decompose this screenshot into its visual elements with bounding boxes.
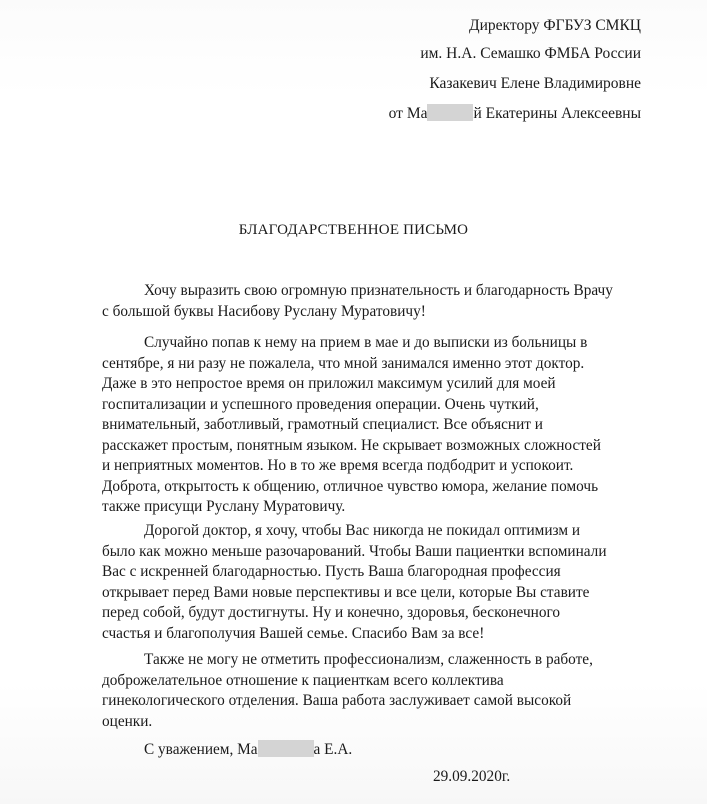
paragraph-2: [102, 333, 642, 518]
paragraph-1: [102, 281, 642, 322]
text-line: с большой буквы Насибову Руслану Муратовичу!: [102, 302, 426, 320]
text-line: Также не могу не отметить профессионализм, слаженность в работе,: [144, 651, 593, 668]
paragraph-3: [102, 521, 642, 644]
signature-prefix: С уважением, Ма: [144, 741, 258, 758]
text-line: сентябре, я ни разу не пожалела, что мной занимался именно этот доктор.: [102, 354, 585, 372]
text-line: Доброта, открытость к общению, отличное чувство юмора, желание помочь: [102, 477, 599, 495]
text-line: перед собой, будут достигнуты. Ну и конечно, здоровья, бесконечного: [102, 604, 561, 621]
sender-suffix: й Екатерины Алексеевны: [473, 105, 641, 122]
text-line: расскажет простым, понятным языком. Не скрывает возможных сложностей: [102, 436, 601, 454]
text-line: Дорогой доктор, я хочу, чтобы Вас никогда не покидал оптимизм и: [144, 522, 581, 539]
redaction-box: [258, 740, 314, 757]
text-line: Случайно попав к нему на прием в мае и до выписки из больницы в: [144, 334, 588, 351]
text-line: госпитализации и успешного проведения операции. Очень чуткий,: [102, 395, 539, 413]
text-line: Даже в это непростое время он приложил максимум усилий для моей: [102, 375, 556, 392]
text-line: счастья и благополучия Вашей семье. Спасибо Вам за все!: [102, 624, 485, 642]
letter-title: БЛАГОДАРСТВЕННОЕ ПИСЬМО: [238, 222, 469, 238]
sender-line: [389, 104, 641, 124]
redaction-box: [427, 104, 473, 121]
text-line: было как можно меньше разочарований. Чтобы Ваши пациентки вспоминали: [102, 542, 607, 560]
recipient-line-3: Казакевич Елене Владимировне: [429, 75, 641, 92]
text-line: также присущи Руслану Муратовичу.: [102, 498, 346, 515]
signature: [144, 740, 352, 759]
recipient-line-1: Директору ФГБУЗ СМКЦ: [469, 17, 641, 34]
recipient-line-2: им. Н.А. Семашко ФМБА России: [420, 45, 641, 62]
text-line: доброжелательное отношение к пациенткам всего коллектива: [102, 671, 504, 689]
text-line: и неприятных моментов. Но в то же время всегда подбодрит и успокоит.: [102, 457, 574, 474]
text-line: открывает перед Вами новые перспективы и все цели, которые Вы ставите: [102, 583, 590, 601]
letter-date: 29.09.2020г.: [433, 768, 511, 785]
paragraph-4: [102, 650, 642, 732]
text-line: гинекологического отделения. Ваша работа заслуживает самой высокой: [102, 692, 572, 709]
signature-suffix: а Е.А.: [313, 741, 353, 758]
text-line: Хочу выразить свою огромную признательность и благодарность Врачу: [144, 282, 613, 299]
text-line: внимательный, заботливый, грамотный специалист. Все объяснит и: [102, 416, 543, 433]
sender-prefix: от Ма: [388, 105, 428, 122]
text-line: оценки.: [102, 712, 153, 730]
text-line: Вас с искренней благодарностью. Пусть Ваша благородная профессия: [102, 563, 561, 580]
